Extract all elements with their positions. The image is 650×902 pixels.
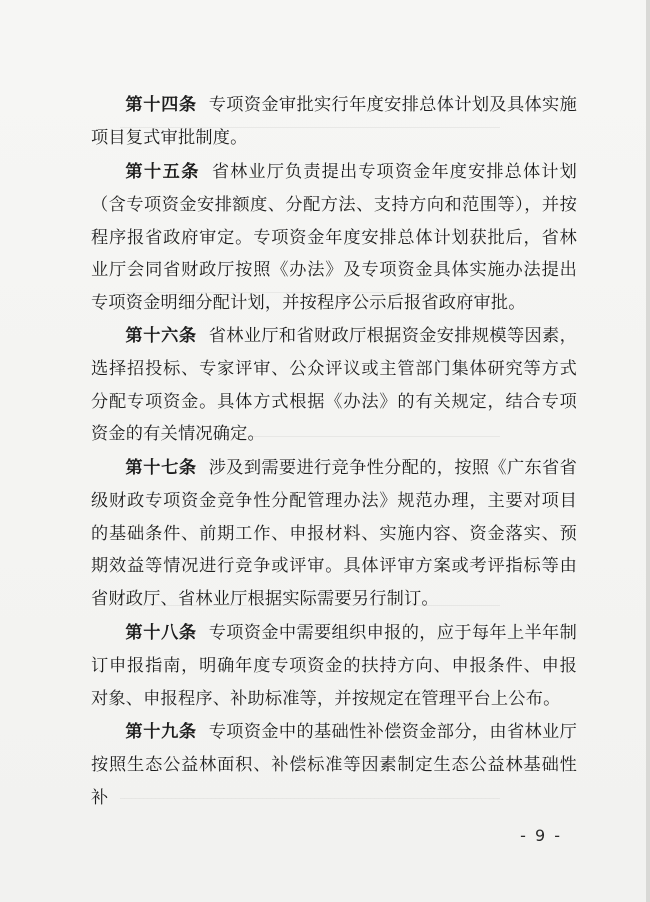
- article-body: 省林业厅和省财政厅根据资金安排规模等因素，选择招投标、专家评审、公众评议或主管部门集体研究等方式分配专项资金。具体方式根据《办法》的有关规定，结合专项资金的有关情况确定。: [91, 326, 577, 445]
- article-body: 专项资金审批实行年度安排总体计划及具体实施项目复式审批制度。: [91, 95, 577, 148]
- article-body: 专项资金中的基础性补偿资金部分，由省林业厅按照生态公益林面积、补偿标准等因素制定生态公益林基础性补: [91, 722, 577, 808]
- article-18: [91, 617, 577, 715]
- article-body: 涉及到需要进行竞争性分配的，按照《广东省省级财政专项资金竞争性分配管理办法》规范办理，主要对项目的基础条件、前期工作、申报材料、实施内容、资金落实、预期效益等情况进行竞争或评审。具体评审方案或考评指标等由省财政厅、省林业厅根据实际需要另行制订。: [91, 458, 577, 610]
- article-heading: 第十九条: [125, 722, 197, 742]
- page-number: - 9 -: [520, 826, 562, 845]
- article-17: [91, 452, 577, 616]
- article-heading: 第十六条: [125, 326, 197, 346]
- article-heading: 第十五条: [125, 162, 200, 182]
- page-edge: [646, 0, 650, 902]
- article-heading: 第十八条: [125, 623, 197, 643]
- article-16: [91, 320, 577, 451]
- article-15: [91, 156, 577, 320]
- article-19: [91, 716, 577, 814]
- article-body: 专项资金中需要组织申报的，应于每年上半年制订申报指南，明确年度专项资金的扶持方向、申报条件、申报对象、申报程序、补助标准等，并按规定在管理平台上公布。: [91, 623, 577, 709]
- article-14: [91, 89, 577, 155]
- article-heading: 第十四条: [125, 95, 197, 115]
- article-heading: 第十七条: [125, 458, 197, 478]
- article-body: 省林业厅负责提出专项资金年度安排总体计划（含专项资金安排额度、分配方法、支持方向和范围等），并按程序报省政府审定。专项资金年度安排总体计划获批后，省林业厅会同省财政厅按照《办法》及专项资金具体实施办法提出专项资金明细分配计划，并按程序公示后报省政府审批。: [91, 162, 577, 314]
